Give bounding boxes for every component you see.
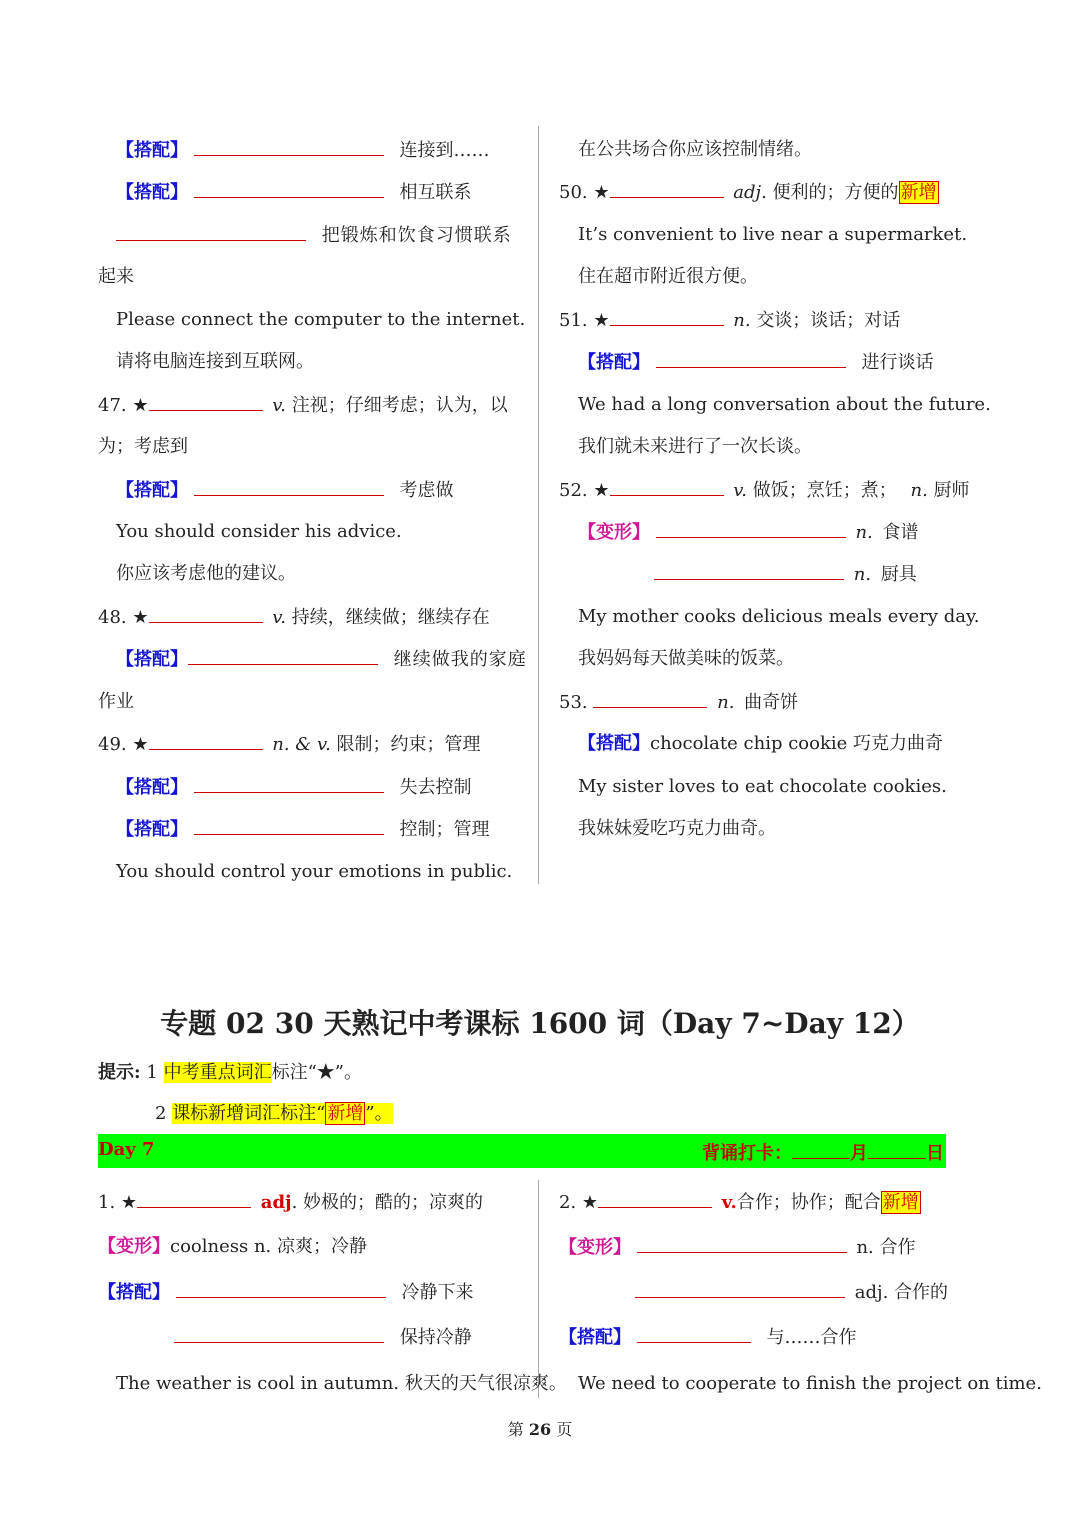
word-entry-47-cont: 为；考虑到 <box>98 436 188 457</box>
answer-blank[interactable] <box>149 731 263 750</box>
left-line-2: 【搭配】 相互联系 <box>116 179 471 206</box>
variant-tag: 【变形】 <box>578 522 650 543</box>
answer-blank[interactable] <box>176 1279 386 1298</box>
day-blank[interactable] <box>868 1140 926 1159</box>
word-entry-51: 51. ★ n. 交谈；谈话；对话 <box>559 307 900 334</box>
tip-line-2: 2 课标新增词汇标注“ 新增 ”。 <box>155 1103 393 1124</box>
answer-blank[interactable] <box>194 774 384 793</box>
day7-entry-1: 1. ★ adj. 妙极的；酷的；凉爽的 <box>98 1189 483 1216</box>
collocation-tag: 【搭配】 <box>559 1327 631 1348</box>
answer-blank[interactable] <box>637 1324 751 1343</box>
collocation-tag: 【搭配】 <box>116 819 188 840</box>
right-line-15: 【搭配】chocolate chip cookie 巧克力曲奇 <box>578 733 943 754</box>
collocation-tag: 【搭配】 <box>116 182 188 203</box>
answer-blank[interactable] <box>149 604 263 623</box>
example-sentence: My sister loves to eat chocolate cookies. <box>578 776 947 797</box>
answer-blank[interactable] <box>635 1279 845 1298</box>
word-entry-52: 52. ★ v. 做饭；烹饪；煮； n. 厨师 <box>559 477 970 504</box>
day7-entry-1-colloc-1: 【搭配】 冷静下来 <box>98 1279 473 1306</box>
variant-tag: 【变形】 <box>98 1236 170 1257</box>
answer-blank[interactable] <box>194 137 384 156</box>
day7-entry-1-colloc-2: 保持冷静 <box>174 1324 472 1351</box>
example-translation: 住在超市附近很方便。 <box>578 266 758 287</box>
star-icon: ★ <box>120 1192 138 1213</box>
word-entry-49: 49. ★ n. & v. 限制；约束；管理 <box>98 731 481 758</box>
example-translation: 我们就未来进行了一次长谈。 <box>578 436 812 457</box>
example-sentence: Please connect the computer to the internet. <box>116 309 526 330</box>
variant-tag: 【变形】 <box>559 1237 631 1258</box>
example-sentence: My mother cooks delicious meals every day. <box>578 606 980 627</box>
new-word-badge: 新增 <box>327 1103 364 1124</box>
page-number: 26 <box>528 1420 552 1439</box>
collocation-tag: 【搭配】 <box>116 480 188 501</box>
answer-blank[interactable] <box>654 561 844 580</box>
example-sentence: We had a long conversation about the future. <box>578 394 991 415</box>
day7-entry-2-variant-2: adj. 合作的 <box>635 1279 948 1306</box>
answer-blank[interactable] <box>610 307 724 326</box>
right-line-10: 【变形】 n. 食谱 <box>578 519 919 546</box>
answer-blank[interactable] <box>116 222 306 241</box>
column-divider-top <box>538 126 539 884</box>
left-line-3: 把锻炼和饮食习惯联系 <box>116 222 512 249</box>
word-entry-53: 53. n. 曲奇饼 <box>559 689 798 716</box>
example-sentence: You should consider his advice. <box>116 521 402 542</box>
star-icon: ★ <box>132 734 149 755</box>
right-line-11: n. 厨具 <box>654 561 917 588</box>
star-icon: ★ <box>132 607 149 628</box>
right-line-6: 【搭配】 进行谈话 <box>578 349 933 376</box>
word-entry-50: 50. ★ adj. 便利的；方便的 新增 <box>559 179 939 206</box>
star-icon: ★ <box>132 395 149 416</box>
tip-line-1: 提示: 1 中考重点词汇标注“★”。 <box>98 1062 362 1083</box>
day7-entry-1-variant: 【变形】coolness n. 凉爽；冷静 <box>98 1236 367 1257</box>
example-translation: 我妈妈每天做美味的饭菜。 <box>578 648 794 669</box>
answer-blank[interactable] <box>194 179 384 198</box>
month-blank[interactable] <box>792 1140 850 1159</box>
example-translation: 我妹妹爱吃巧克力曲奇。 <box>578 818 776 839</box>
left-line-16: 【搭配】 失去控制 <box>116 774 471 801</box>
day-header-bar <box>98 1134 946 1168</box>
example-translation: 你应该考虑他的建议。 <box>116 563 296 584</box>
star-icon: ★ <box>593 182 610 203</box>
collocation-tag: 【搭配】 <box>578 352 650 373</box>
star-icon: ★ <box>593 310 610 331</box>
example-sentence: We need to cooperate to finish the project on time. <box>578 1373 1042 1394</box>
answer-blank[interactable] <box>137 1189 251 1208</box>
page-footer: 第 26 页 <box>507 1420 573 1439</box>
day7-entry-2-colloc: 【搭配】 与……合作 <box>559 1324 856 1351</box>
checkin-area: 背诵打卡： 月 日 <box>702 1139 944 1165</box>
example-sentence: You should control your emotions in public. <box>116 861 513 882</box>
example-sentence: It’s convenient to live near a supermarket. <box>578 224 968 245</box>
new-word-badge: 新增 <box>882 1192 919 1213</box>
answer-blank[interactable] <box>149 392 263 411</box>
answer-blank[interactable] <box>637 1234 847 1253</box>
star-icon: ★ <box>581 1192 599 1213</box>
collocation-tag: 【搭配】 <box>578 733 650 754</box>
left-line-1: 【搭配】 连接到…… <box>116 137 489 164</box>
new-word-badge: 新增 <box>900 182 937 203</box>
page-title: 专题 02 30 天熟记中考课标 1600 词（Day 7~Day 12） <box>160 1007 920 1040</box>
collocation-tag: 【搭配】 <box>116 777 188 798</box>
answer-blank[interactable] <box>194 477 384 496</box>
column-divider-bottom <box>538 1180 539 1398</box>
day7-entry-2: 2. ★ v.合作；协作；配合 新增 <box>559 1189 921 1216</box>
example-sentence: The weather is cool in autumn. 秋天的天气很凉爽。 <box>116 1373 567 1394</box>
star-icon: ★ <box>593 480 610 501</box>
collocation-tag: 【搭配】 <box>116 649 188 670</box>
answer-blank[interactable] <box>593 689 707 708</box>
day7-entry-2-variant-1: 【变形】 n. 合作 <box>559 1234 916 1261</box>
answer-blank[interactable] <box>610 179 724 198</box>
left-line-17: 【搭配】 控制；管理 <box>116 816 489 843</box>
day-label: Day 7 <box>98 1139 155 1160</box>
example-translation: 请将电脑连接到互联网。 <box>116 351 314 372</box>
answer-blank[interactable] <box>194 816 384 835</box>
left-line-14: 作业 <box>98 691 134 712</box>
answer-blank[interactable] <box>656 519 846 538</box>
answer-blank[interactable] <box>188 646 378 665</box>
left-line-13: 【搭配】 继续做我的家庭 <box>116 646 527 673</box>
example-translation: 在公共场合你应该控制情绪。 <box>578 139 812 160</box>
answer-blank[interactable] <box>656 349 846 368</box>
collocation-tag: 【搭配】 <box>98 1282 170 1303</box>
left-line-4: 起来 <box>98 266 134 287</box>
word-entry-48: 48. ★ v. 持续，继续做；继续存在 <box>98 604 490 631</box>
word-entry-47: 47. ★ v. 注视；仔细考虑；认为，以 <box>98 392 508 419</box>
answer-blank[interactable] <box>610 477 724 496</box>
answer-blank[interactable] <box>174 1324 384 1343</box>
collocation-tag: 【搭配】 <box>116 140 188 161</box>
left-line-9: 【搭配】 考虑做 <box>116 477 453 504</box>
answer-blank[interactable] <box>598 1189 712 1208</box>
